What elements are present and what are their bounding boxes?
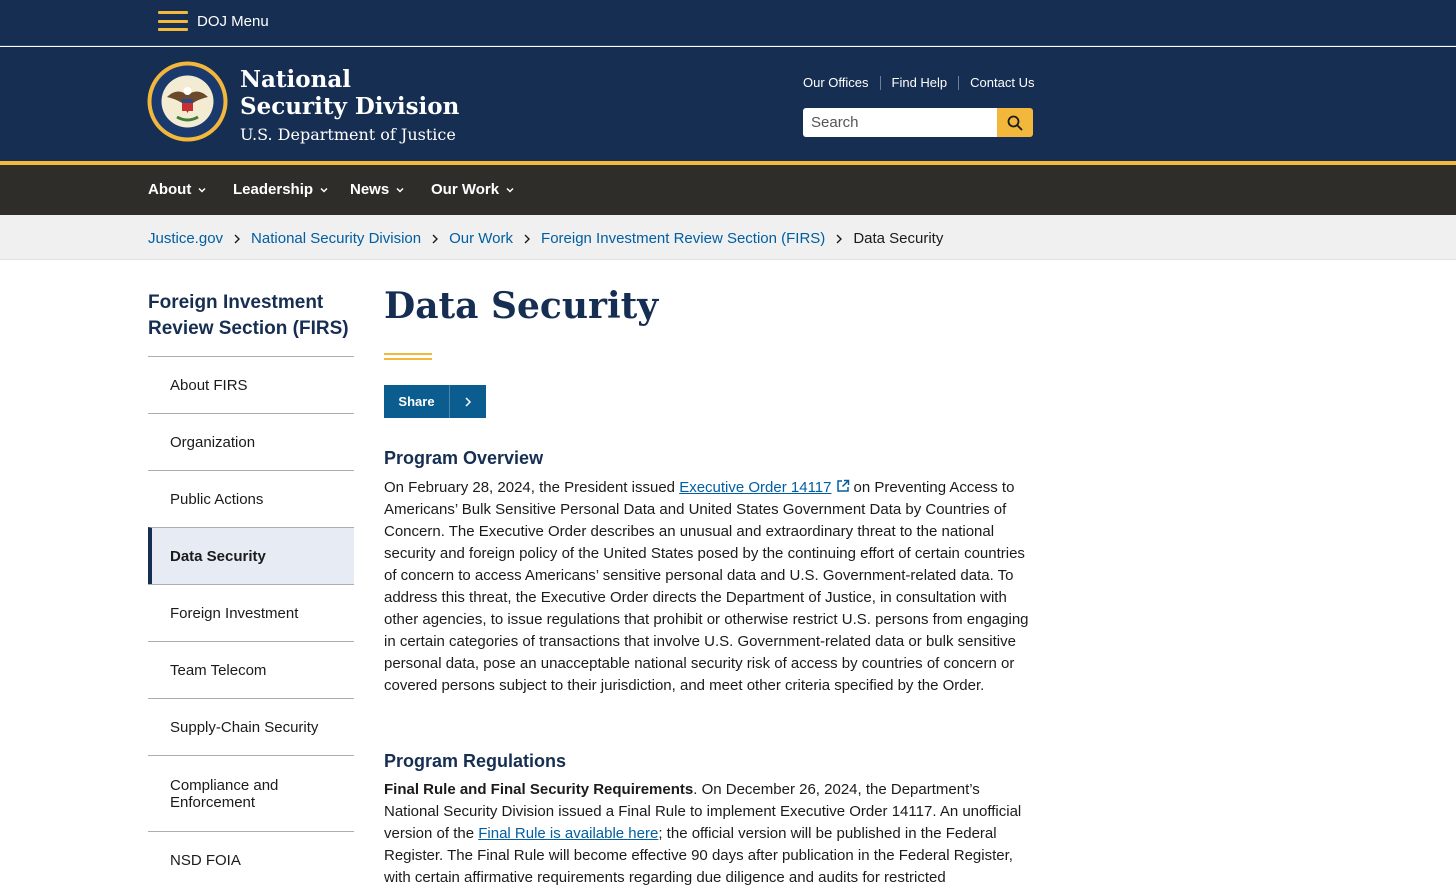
chevron-right-icon xyxy=(233,233,241,245)
our-offices-link[interactable]: Our Offices xyxy=(803,75,869,90)
nav-item-label: Leadership xyxy=(233,181,314,198)
share-button[interactable] xyxy=(384,385,486,418)
chevron-right-icon xyxy=(523,233,531,245)
doj-menu-button[interactable] xyxy=(158,11,269,31)
breadcrumb-link-nsd[interactable]: National Security Division xyxy=(251,230,422,247)
sidebar-item-supply-chain-security[interactable] xyxy=(148,698,354,755)
main-nav xyxy=(0,165,1456,215)
sidebar-item-data-security[interactable] xyxy=(148,527,354,584)
find-help-link[interactable]: Find Help xyxy=(891,75,948,90)
nav-item-about[interactable] xyxy=(148,181,207,198)
sidebar-item-label: Supply-Chain Security xyxy=(170,718,319,736)
breadcrumb xyxy=(0,215,1456,260)
sidebar-item-label: Foreign Investment xyxy=(170,604,299,622)
chevron-down-icon xyxy=(197,185,207,195)
site-brand[interactable] xyxy=(240,66,460,144)
executive-order-link[interactable]: Executive Order 14117 xyxy=(679,479,832,496)
overview-text-start: On February 28, 2024, the President issued xyxy=(384,479,676,496)
section-heading-overview: Program Overview xyxy=(384,448,544,468)
external-link-icon xyxy=(836,479,850,493)
site-subtitle: U.S. Department of Justice xyxy=(240,125,456,144)
site-title: National Security Division xyxy=(240,66,460,120)
sidebar-item-foreign-investment[interactable] xyxy=(148,584,354,641)
sidebar-item-label: Data Security xyxy=(170,547,266,565)
nav-item-label: About xyxy=(148,181,192,198)
final-rule-link[interactable]: Final Rule is available here xyxy=(478,825,659,842)
sidebar-item-label: Organization xyxy=(170,433,256,451)
hamburger-icon xyxy=(158,11,188,31)
search-button[interactable] xyxy=(997,108,1033,137)
contact-us-link[interactable]: Contact Us xyxy=(970,75,1035,90)
sidebar-item-label: Public Actions xyxy=(170,490,264,508)
regulations-text-start: . On December 26, 2024, the Department’s National Security Division issued a Final Rule to implement Executive Order 14117. An unofficial version of the xyxy=(384,781,1022,842)
chevron-down-icon xyxy=(319,185,329,195)
sidebar-item-compliance-enforcement[interactable] xyxy=(148,755,354,831)
title-accent-rule xyxy=(384,353,432,363)
regulations-text-end: ; the official version will be published in the Federal Register. The Final Rule will become effective 90 days after publication in the Federal Register, with certain affirmative requirements regarding due diligence and audits for restricted xyxy=(384,825,1013,886)
search-input[interactable] xyxy=(803,108,997,137)
sidebar-item-nsd-foia[interactable] xyxy=(148,831,354,888)
chevron-right-icon xyxy=(464,396,472,408)
divider xyxy=(880,76,881,90)
sidebar-item-team-telecom[interactable] xyxy=(148,641,354,698)
search-icon xyxy=(1007,115,1023,131)
nav-item-news[interactable] xyxy=(350,181,405,198)
doj-seal-icon[interactable] xyxy=(147,61,228,142)
overview-text-end: on Preventing Access to Americans’ Bulk Sensitive Personal Data and United States Government Data by Countries of Concern. The Executive Order describes an unusual and extraordinary threat to the national security and foreign policy of the United States posed by the continuing effort of certain countries of concern to access Americans’ sensitive personal data and U.S. Government-related data. To address this threat, the Executive Order directs the Department of Justice, in consultation with other agencies, to issue regulations that prohibit or otherwise restrict U.S. persons from engaging in certain categories of transactions that involve U.S. Government-related data or bulk sensitive personal data, pose an unacceptable national security risk of access by countries of concern or covered persons subject to their jurisdiction, and meet other criteria specified by the Order. xyxy=(384,479,1029,694)
share-expand[interactable] xyxy=(450,396,486,408)
doj-menu-label: DOJ Menu xyxy=(197,12,269,30)
sidebar-item-organization[interactable] xyxy=(148,413,354,470)
doj-menu-bar xyxy=(0,0,1456,46)
overview-paragraph xyxy=(384,477,1034,697)
sidebar-item-about-firs[interactable] xyxy=(148,356,354,413)
sidebar-title[interactable]: Foreign Investment Review Section (FIRS) xyxy=(148,292,349,339)
divider xyxy=(958,76,959,90)
sidebar-item-label: Compliance and Enforcement xyxy=(170,776,279,811)
utility-links xyxy=(803,75,1034,90)
nav-item-label: Our Work xyxy=(431,181,500,198)
breadcrumb-link-firs[interactable]: Foreign Investment Review Section (FIRS) xyxy=(541,230,826,247)
sidebar-item-label: About FIRS xyxy=(170,376,248,394)
share-label: Share xyxy=(398,394,435,409)
nav-item-leadership[interactable] xyxy=(233,181,329,198)
site-header xyxy=(0,47,1456,161)
nav-item-label: News xyxy=(350,181,390,198)
sidebar-nav xyxy=(148,356,354,888)
chevron-down-icon xyxy=(505,185,515,195)
breadcrumb-list xyxy=(148,230,943,247)
nav-item-our-work[interactable] xyxy=(431,181,515,198)
search-form xyxy=(803,108,1033,137)
chevron-right-icon xyxy=(835,233,843,245)
breadcrumb-current: Data Security xyxy=(853,230,944,247)
chevron-right-icon xyxy=(431,233,439,245)
sidebar-item-label: NSD FOIA xyxy=(170,851,241,869)
section-heading-regulations: Program Regulations xyxy=(384,751,567,771)
sidebar-item-label: Team Telecom xyxy=(170,661,267,679)
regulations-lead: Final Rule and Final Security Requirements xyxy=(384,781,694,798)
breadcrumb-link-justice[interactable]: Justice.gov xyxy=(148,230,224,247)
breadcrumb-link-our-work[interactable]: Our Work xyxy=(449,230,514,247)
sidebar-item-public-actions[interactable] xyxy=(148,470,354,527)
chevron-down-icon xyxy=(395,185,405,195)
regulations-paragraph xyxy=(384,779,1034,889)
page-title: Data Security xyxy=(384,285,659,327)
